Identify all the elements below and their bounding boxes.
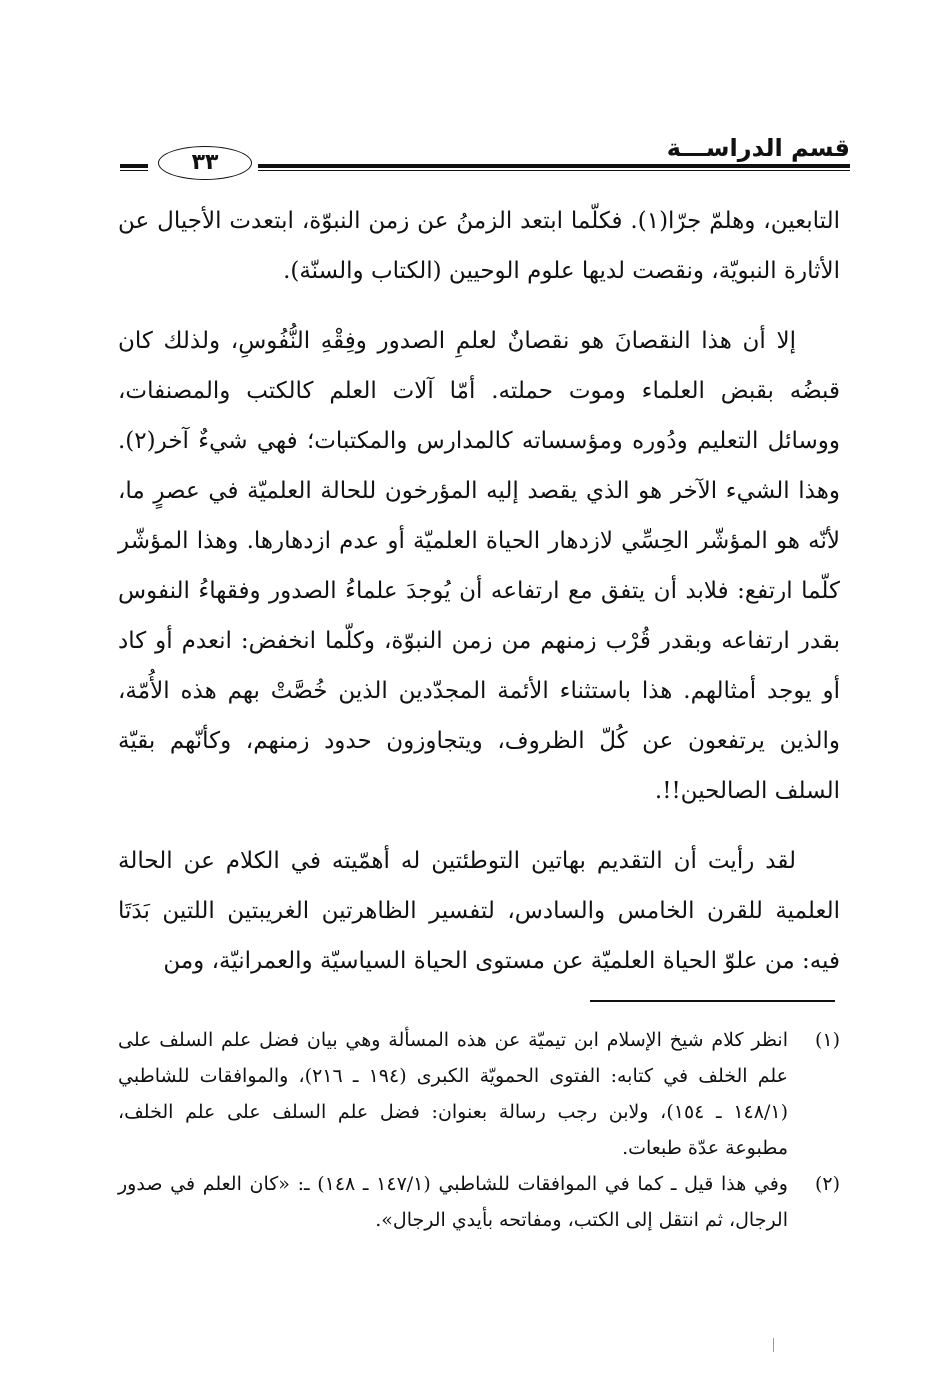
footnote-text: وفي هذا قيل ـ كما في الموافقات للشاطبي (١٤٧/١ ـ ١٤٨) ـ: «كان العلم في صدور الرجال، ثم انتقل إلى الكتب، ومفاتحه بأيدي الرجال». [118,1173,788,1231]
header-rule-short [120,164,148,171]
main-text [118,196,840,1006]
footnote-text: انظر كلام شيخ الإسلام ابن تيميّة عن هذه المسألة وهي بيان فضل علم السلف على علم الخلف في كتابه: الفتوى الحمويّة الكبرى (١٩٤ ـ ٢١٦)، والموافقات للشاطبي (١٤٨/١ ـ ١٥٤)، ولابن رجب رسالة بعنوان: فضل علم السلف على علم الخلف، مطبوعة عدّة طبعات. [118,1029,788,1159]
running-title: قسم الدراســـة [666,134,850,162]
page-header [118,128,850,178]
page-number: ٣٣ [158,146,252,180]
header-rule [258,164,850,171]
footnote-separator [590,1000,835,1002]
footnote-number: (٢) [814,1173,840,1195]
footnote [118,1022,840,1166]
paragraph: التابعين، وهلمّ جرّا(١). فكلّما ابتعد الزمنُ عن زمن النبوّة، ابتعدت الأجيال عن الأثارة النبويّة، ونقصت لديها علوم الوحيين (الكتاب والسنّة). [118,208,840,284]
paragraph: لقد رأيت أن التقديم بهاتين التوطئتين له أهمّيته في الكلام عن الحالة العلمية للقرن الخامس والسادس، لتفسير الظاهرتين الغريبتين اللتين بَدَتَا فيه: من علوّ الحياة العلميّة عن مستوى الحياة السياسيّة والعمرانيّة، ومن [118,848,840,974]
footnote [118,1166,840,1238]
scan-mark [773,1338,774,1352]
footnote-number: (١) [814,1029,840,1051]
paragraph: إلا أن هذا النقصانَ هو نقصانٌ لعلمِ الصدور وفِقْهِ النُّفُوسِ، ولذلك كان قبضُه بقبض العلماء وموت حملته. أمّا آلات العلم كالكتب والمصنفات، ووسائل التعليم ودُوره ومؤسساته كالمدارس والمكتبات؛ فهي شيءٌ آخر(٢). وهذا الشيء الآخر هو الذي يقصد إليه المؤرخون للحالة العلميّة في عصرٍ ما، لأنّه هو المؤشّر الحِسِّي لازدهار الحياة العلميّة أو عدم ازدهارها. وهذا المؤشّر كلّما ارتفع: فلابد أن يتفق مع ارتفاعه أن يُوجدَ علماءُ الصدور وفقهاءُ النفوس بقدر ارتفاعه وبقدر قُرْب زمنهم من زمن النبوّة، وكلّما انخفض: انعدم أو كاد أو يوجد أمثالهم. هذا باستثناء الأئمة المجدّدين الذين خُصَّتْ بهم هذه الأُمّة، والذين يرتفعون عن كُلّ الظروف، ويتجاوزون حدود زمنهم، وكأنّهم بقيّة السلف الصالحين!!. [118,328,840,804]
footnotes [118,1022,840,1238]
